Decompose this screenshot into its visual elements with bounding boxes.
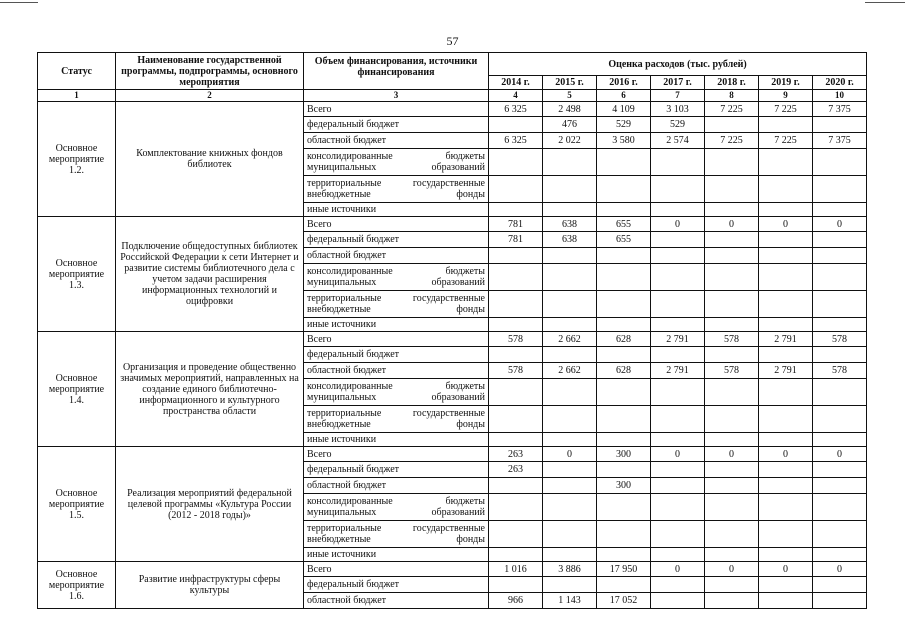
value-cell: 3 580 [597,133,651,149]
value-cell: 578 [813,332,867,347]
value-cell [759,577,813,593]
value-cell [705,264,759,291]
value-cell [813,176,867,203]
value-cell [489,203,543,217]
value-cell: 6 325 [489,133,543,149]
column-number: 6 [597,90,651,102]
column-number: 2 [116,90,304,102]
value-cell: 578 [489,363,543,379]
funding-source-cell: Всего [304,332,489,347]
value-cell [705,379,759,406]
status-cell: Основное мероприятие 1.2. [38,102,116,217]
value-cell: 4 109 [597,102,651,117]
value-cell: 300 [597,447,651,462]
value-cell: 655 [597,217,651,232]
value-cell [705,433,759,447]
value-cell: 0 [543,447,597,462]
value-cell [651,232,705,248]
value-cell: 2 791 [759,363,813,379]
table-row [38,447,867,462]
header-year: 2017 г. [651,76,705,90]
value-cell [489,433,543,447]
header-year: 2020 г. [813,76,867,90]
value-cell: 2 574 [651,133,705,149]
value-cell [543,577,597,593]
value-cell [705,117,759,133]
value-cell: 0 [705,562,759,577]
value-cell [651,291,705,318]
value-cell: 2 662 [543,332,597,347]
value-cell [813,264,867,291]
value-cell: 2 662 [543,363,597,379]
value-cell [705,318,759,332]
value-cell: 0 [651,562,705,577]
header-row-1 [38,53,867,76]
value-cell [597,462,651,478]
column-number: 5 [543,90,597,102]
value-cell [759,203,813,217]
header-status: Статус [38,53,116,90]
value-cell [813,478,867,494]
value-cell [543,291,597,318]
value-cell [705,406,759,433]
status-cell: Основное мероприятие 1.3. [38,217,116,332]
funding-source-cell: территориальные государственные внебюджетные фонды [304,521,489,548]
value-cell [597,264,651,291]
value-cell [543,478,597,494]
value-cell [759,548,813,562]
value-cell: 3 103 [651,102,705,117]
funding-source-cell: областной бюджет [304,248,489,264]
value-cell [543,347,597,363]
value-cell [759,291,813,318]
funding-source-cell: консолидированные бюджеты муниципальных образований [304,264,489,291]
value-cell [489,577,543,593]
value-cell: 781 [489,217,543,232]
value-cell: 628 [597,363,651,379]
value-cell: 0 [759,217,813,232]
value-cell: 578 [705,363,759,379]
value-cell [489,347,543,363]
value-cell [543,379,597,406]
value-cell [543,521,597,548]
value-cell: 0 [813,217,867,232]
value-cell: 578 [489,332,543,347]
value-cell [543,318,597,332]
value-cell [597,494,651,521]
value-cell [705,347,759,363]
value-cell [651,593,705,609]
value-cell: 1 016 [489,562,543,577]
value-cell [759,406,813,433]
funding-source-cell: областной бюджет [304,363,489,379]
value-cell [489,406,543,433]
value-cell [489,521,543,548]
value-cell [759,478,813,494]
scan-artifact [0,2,38,3]
funding-source-cell: территориальные государственные внебюджетные фонды [304,406,489,433]
value-cell: 966 [489,593,543,609]
status-cell: Основное мероприятие 1.5. [38,447,116,562]
status-cell: Основное мероприятие 1.4. [38,332,116,447]
table-row [38,217,867,232]
table-row [38,562,867,577]
funding-source-cell: федеральный бюджет [304,232,489,248]
value-cell [597,176,651,203]
value-cell [651,462,705,478]
funding-source-cell: областной бюджет [304,478,489,494]
header-year: 2014 г. [489,76,543,90]
status-cell: Основное мероприятие 1.6. [38,562,116,609]
value-cell [759,248,813,264]
funding-source-cell: иные источники [304,203,489,217]
value-cell [705,577,759,593]
value-cell: 7 225 [759,102,813,117]
value-cell [597,203,651,217]
value-cell [705,494,759,521]
funding-source-cell: Всего [304,562,489,577]
value-cell: 0 [651,447,705,462]
value-cell [489,248,543,264]
value-cell [759,264,813,291]
value-cell [705,548,759,562]
value-cell [651,521,705,548]
value-cell [813,548,867,562]
header-year: 2018 г. [705,76,759,90]
program-name-cell: Подключение общедоступных библиотек Российской Федерации к сети Интернет и развитие системы библиотечного дела с учетом задачи расширения информационных технологий и оцифровки [116,217,304,332]
value-cell [705,203,759,217]
value-cell: 628 [597,332,651,347]
value-cell [813,577,867,593]
value-cell [813,117,867,133]
value-cell: 7 225 [705,102,759,117]
value-cell [597,433,651,447]
value-cell: 7 375 [813,133,867,149]
value-cell: 0 [759,562,813,577]
value-cell [651,149,705,176]
value-cell [651,406,705,433]
program-name-cell: Организация и проведение общественно значимых мероприятий, направленных на создание единого библиотечно-информационного и культурного пространства области [116,332,304,447]
value-cell [489,379,543,406]
value-cell: 2 791 [651,332,705,347]
value-cell: 7 225 [705,133,759,149]
value-cell: 6 325 [489,102,543,117]
value-cell [489,478,543,494]
scan-artifact [865,2,905,3]
value-cell [543,406,597,433]
value-cell: 17 052 [597,593,651,609]
funding-source-cell: федеральный бюджет [304,577,489,593]
value-cell [705,248,759,264]
funding-source-cell: консолидированные бюджеты муниципальных образований [304,494,489,521]
value-cell [651,577,705,593]
column-number: 1 [38,90,116,102]
value-cell [543,248,597,264]
value-cell [543,494,597,521]
value-cell [597,379,651,406]
value-cell [705,462,759,478]
value-cell [759,232,813,248]
value-cell [597,406,651,433]
value-cell [651,379,705,406]
value-cell [543,203,597,217]
value-cell [813,593,867,609]
funding-source-cell: Всего [304,102,489,117]
value-cell [813,203,867,217]
value-cell [813,379,867,406]
value-cell [813,433,867,447]
value-cell: 529 [651,117,705,133]
funding-source-cell: федеральный бюджет [304,117,489,133]
value-cell [759,494,813,521]
value-cell [489,318,543,332]
value-cell [705,478,759,494]
value-cell [651,248,705,264]
value-cell [759,117,813,133]
value-cell: 2 791 [651,363,705,379]
table-row [38,332,867,347]
value-cell: 0 [651,217,705,232]
header-program-name: Наименование государственной программы, подпрограммы, основного мероприятия [116,53,304,90]
value-cell [651,433,705,447]
value-cell: 17 950 [597,562,651,577]
value-cell [813,291,867,318]
column-number: 4 [489,90,543,102]
value-cell [489,149,543,176]
funding-source-cell: территориальные государственные внебюджетные фонды [304,176,489,203]
value-cell [651,203,705,217]
value-cell: 2 791 [759,332,813,347]
value-cell: 7 225 [759,133,813,149]
value-cell [597,548,651,562]
column-number: 8 [705,90,759,102]
header-row-column-numbers [38,90,867,102]
value-cell: 3 886 [543,562,597,577]
page-number: 57 [446,34,459,48]
value-cell: 638 [543,232,597,248]
value-cell [705,593,759,609]
column-number: 7 [651,90,705,102]
value-cell [543,548,597,562]
value-cell: 578 [813,363,867,379]
table-row [38,102,867,117]
value-cell: 0 [705,217,759,232]
value-cell [813,494,867,521]
funding-source-cell: Всего [304,447,489,462]
value-cell [813,318,867,332]
funding-source-cell: территориальные государственные внебюджетные фонды [304,291,489,318]
value-cell [489,176,543,203]
value-cell: 2 498 [543,102,597,117]
value-cell [597,521,651,548]
header-year: 2015 г. [543,76,597,90]
funding-source-cell: консолидированные бюджеты муниципальных образований [304,379,489,406]
funding-source-cell: консолидированные бюджеты муниципальных образований [304,149,489,176]
value-cell [543,149,597,176]
value-cell [597,291,651,318]
value-cell [759,433,813,447]
value-cell [813,406,867,433]
expenditure-table [37,52,867,609]
program-name-cell: Развитие инфраструктуры сферы культуры [116,562,304,609]
value-cell: 1 143 [543,593,597,609]
value-cell [813,248,867,264]
value-cell [489,494,543,521]
value-cell [759,379,813,406]
value-cell: 476 [543,117,597,133]
value-cell [759,318,813,332]
value-cell [597,149,651,176]
value-cell [705,232,759,248]
value-cell [651,347,705,363]
value-cell: 638 [543,217,597,232]
value-cell [651,478,705,494]
value-cell [759,521,813,548]
header-year: 2019 г. [759,76,813,90]
value-cell [705,149,759,176]
value-cell: 0 [813,562,867,577]
funding-source-cell: иные источники [304,318,489,332]
funding-source-cell: областной бюджет [304,133,489,149]
value-cell [651,264,705,291]
funding-source-cell: федеральный бюджет [304,462,489,478]
value-cell [489,264,543,291]
value-cell: 0 [705,447,759,462]
value-cell [597,248,651,264]
header-estimate: Оценка расходов (тыс. рублей) [489,53,867,76]
value-cell [597,347,651,363]
value-cell [543,176,597,203]
value-cell [489,548,543,562]
value-cell [813,232,867,248]
value-cell [813,347,867,363]
value-cell [705,291,759,318]
value-cell [651,494,705,521]
column-number: 10 [813,90,867,102]
value-cell: 300 [597,478,651,494]
table-body [38,53,867,609]
value-cell [705,521,759,548]
value-cell: 529 [597,117,651,133]
value-cell [597,318,651,332]
header-year: 2016 г. [597,76,651,90]
value-cell [489,291,543,318]
value-cell [759,149,813,176]
value-cell: 263 [489,447,543,462]
value-cell [813,149,867,176]
funding-source-cell: иные источники [304,433,489,447]
program-name-cell: Комплектование книжных фондов библиотек [116,102,304,217]
value-cell: 578 [705,332,759,347]
value-cell: 2 022 [543,133,597,149]
value-cell [651,176,705,203]
value-cell [759,462,813,478]
value-cell [543,462,597,478]
header-financing: Объем финансирования, источники финансирования [304,53,489,90]
value-cell: 655 [597,232,651,248]
value-cell: 263 [489,462,543,478]
value-cell: 0 [759,447,813,462]
value-cell: 0 [813,447,867,462]
value-cell [651,548,705,562]
value-cell [759,176,813,203]
value-cell [813,462,867,478]
value-cell [597,577,651,593]
value-cell [759,347,813,363]
program-name-cell: Реализация мероприятий федеральной целевой программы «Культура России (2012 - 2018 годы)» [116,447,304,562]
funding-source-cell: Всего [304,217,489,232]
value-cell [813,521,867,548]
value-cell [705,176,759,203]
value-cell: 7 375 [813,102,867,117]
column-number: 3 [304,90,489,102]
column-number: 9 [759,90,813,102]
value-cell [543,433,597,447]
value-cell [651,318,705,332]
value-cell [543,264,597,291]
value-cell [759,593,813,609]
funding-source-cell: федеральный бюджет [304,347,489,363]
value-cell: 781 [489,232,543,248]
funding-source-cell: иные источники [304,548,489,562]
funding-source-cell: областной бюджет [304,593,489,609]
value-cell [489,117,543,133]
